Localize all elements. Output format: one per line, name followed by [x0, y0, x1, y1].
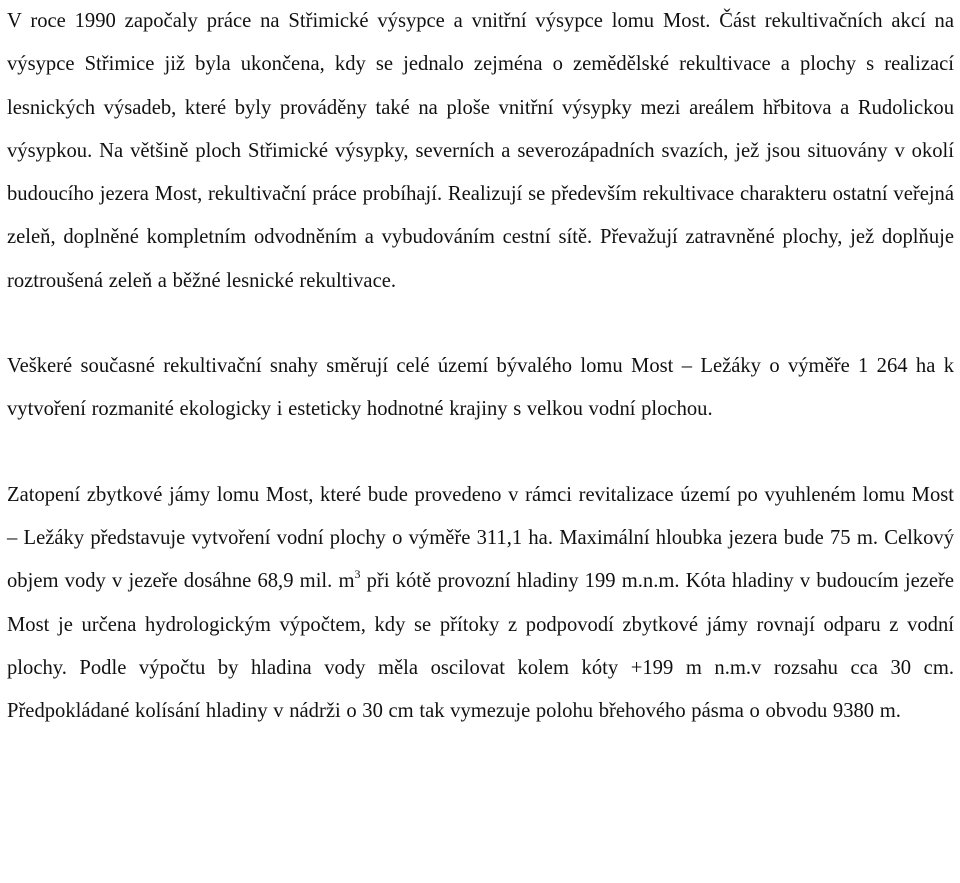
lake-text-part-2: při kótě provozní hladiny 199 m.n.m. Kóta hladiny v budoucím jezeře Most je určena hydrologickým výpočtem, kdy se přítoky z podpovodí zbytkové jámy rovnají odparu z vodní plochy. Podle výpočtu by hladina vody měla oscilovat kolem kóty +199 m n.m.v rozsahu cca 30 cm. Předpokládané kolísání hladiny v nádrži o 30 cm tak vymezuje polohu břehového pásma o obvodu 9380 m. [7, 570, 954, 723]
cubic-superscript: 3 [354, 567, 361, 582]
paragraph-reclamation-history: V roce 1990 započaly práce na Střimické výsypce a vnitřní výsypce lomu Most. Část rekultivačních akcí na výsypce Střimice již byla ukončena, kdy se jednalo zejména o zemědělské rekultivace a plochy s realizací lesnických výsadeb, které byly prováděny také na ploše vnitřní výsypky mezi areálem hřbitova a Rudolickou výsypkou. Na většině ploch Střimické výsypky, severních a severozápadních svazích, jež jsou situovány v okolí budoucího jezera Most, rekultivační práce probíhají. Realizují se především rekultivace charakteru ostatní veřejná zeleň, doplněné kompletním odvodněním a vybudováním cestní sítě. Převažují zatravněné plochy, jež doplňuje roztroušená zeleň a běžné lesnické rekultivace. [7, 10, 954, 292]
lake-text-part-1: Zatopení zbytkové jámy lomu Most, které bude provedeno v rámci revitalizace území po vyuhleném lomu Most – Ležáky představuje vytvoření vodní plochy o výměře 311,1 ha. Maximální hloubka jezera bude 75 m. Celkový objem vody v jezeře dosáhne 68,9 mil. m [7, 483, 954, 593]
paragraph-lake-flooding [7, 474, 954, 734]
paragraph-reclamation-goals: Veškeré současné rekultivační snahy směrují celé území bývalého lomu Most – Ležáky o výměře 1 264 ha k vytvoření rozmanité ekologicky i esteticky hodnotné krajiny s velkou vodní plochou. [7, 355, 954, 421]
